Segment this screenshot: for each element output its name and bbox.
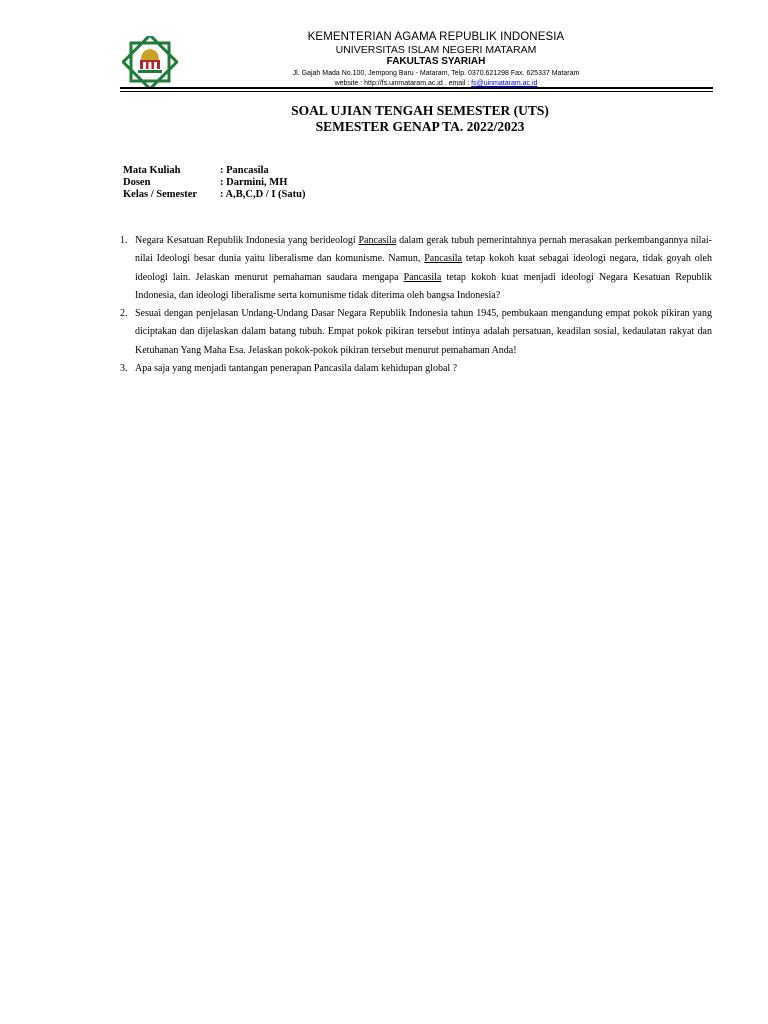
exam-title-line1: SOAL UJIAN TENGAH SEMESTER (UTS) xyxy=(291,103,549,118)
exam-title-line2: SEMESTER GENAP TA. 2022/2023 xyxy=(315,119,525,134)
faculty-name: FAKULTAS SYARIAH xyxy=(386,56,486,67)
question-text: Negara Kesatuan Republik Indonesia yang berideologi Pancasila dalam gerak tubuh pemerintahnya pernah merasakan perkembangannya nilai-nilai Ideologi besar dunia yaitu liberalisme dan komunisme. Namun, Pancasila tetap kokoh kuat sebagai ideologi negara, tidak goyah oleh ideologi lain. Jelaskan menurut pemahaman saudara mengapa Pancasila tetap kokoh kuat menjadi ideologi Negara Kesatuan Republik Indonesia, dan ideologi liberalisme serta komunisme tidak diterima oleh bangsa Indonesia? xyxy=(135,235,713,301)
university-name: UNIVERSITAS ISLAM NEGERI MATARAM xyxy=(335,44,537,56)
info-value: : Pancasila xyxy=(220,165,269,176)
question-number: 2. xyxy=(120,308,128,320)
info-row-course xyxy=(123,165,305,177)
info-label: Mata Kuliah xyxy=(123,165,181,176)
question-item xyxy=(120,360,712,378)
pancasila-link[interactable]: Pancasila xyxy=(403,271,442,283)
ministry-name: KEMENTERIAN AGAMA REPUBLIK INDONESIA xyxy=(307,31,565,43)
question-number: 1. xyxy=(120,235,128,246)
info-row-class xyxy=(123,189,305,201)
info-label: Kelas / Semester xyxy=(123,189,198,200)
course-info xyxy=(123,165,305,201)
address: Jl. Gajah Mada No.100, Jempong Baru - Mataram, Telp. 0370.621298 Fax. 625337 Mataram xyxy=(292,70,580,77)
question-item xyxy=(120,305,712,360)
pancasila-link[interactable]: Pancasila xyxy=(358,235,397,246)
exam-title xyxy=(160,103,680,135)
info-value: : Darmini, MH xyxy=(220,177,288,188)
question-text: Sesuai dengan penjelasan Undang-Undang Dasar Negara Republik Indonesia tahun 1945, pembukaan mengandung empat pokok pikiran yang diciptakan dan dijelaskan dalam batang tubuh. Empat pokok pikiran tersebut intinya adalah persatuan, keadilan sosial, kedaulatan rakyat dan Ketuhanan Yang Maha Esa. Jelaskan pokok-pokok pikiran tersebut menurut pemahaman Anda! xyxy=(135,308,712,356)
website-text: website : http://fs.uinmataram.ac.id . email : xyxy=(334,80,472,87)
header-divider xyxy=(120,87,713,89)
pancasila-link[interactable]: Pancasila xyxy=(424,253,462,265)
letterhead xyxy=(200,30,672,89)
info-label: Dosen xyxy=(123,177,151,188)
header-divider-thin xyxy=(120,91,713,92)
info-row-lecturer xyxy=(123,177,305,189)
question-item xyxy=(120,232,712,305)
question-number: 3. xyxy=(120,363,128,375)
info-value: : A,B,C,D / I (Satu) xyxy=(220,189,306,200)
question-text: Apa saja yang menjadi tantangan penerapan Pancasila dalam kehidupan global ? xyxy=(135,363,458,375)
email-link[interactable]: fs@uinmataram.ac.id xyxy=(471,80,538,87)
uin-mataram-logo-icon xyxy=(122,36,178,88)
question-list xyxy=(120,232,712,378)
